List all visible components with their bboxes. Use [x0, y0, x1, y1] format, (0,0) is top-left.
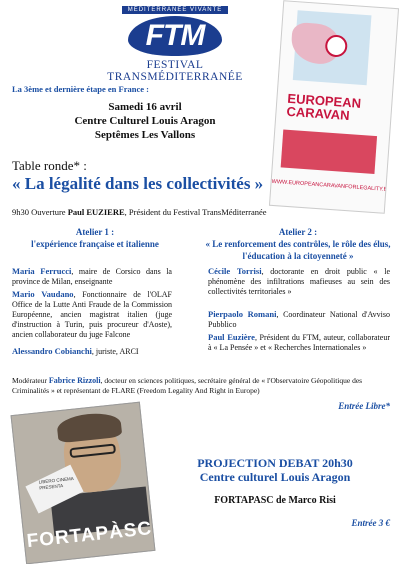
- projection-title: PROJECTION DEBAT 20h30: [197, 456, 353, 470]
- table-ronde-title: « La légalité dans les collectivités »: [12, 174, 264, 193]
- poster-url: WWW.EUROPEANCARAVANFORLEGALITY.EU: [271, 178, 392, 194]
- opening-role: , Président du Festival TransMéditerranée: [124, 207, 267, 217]
- speaker-desc: , doctorante en droit public « le phénomène des infiltrations mafieuses au sein des collectivités territoriales »: [208, 267, 390, 296]
- logo-mark: [128, 16, 222, 56]
- poster-band: [281, 130, 377, 174]
- speaker-desc: , Coordinateur National d'Avviso Pubblico: [208, 310, 391, 329]
- atelier-2-subtitle: « Le renforcement des contrôles, le rôle des élus, l'éducation à la citoyenneté »: [205, 239, 391, 261]
- atelier-1-label: Atelier 1 :: [75, 227, 115, 237]
- atelier-2-label: Atelier 2 :: [278, 227, 318, 237]
- poster-credit: LIBERO CINEMA PRESENTA: [38, 475, 74, 491]
- speaker-torrisi: [208, 266, 390, 297]
- moderator-prefix: Modérateur: [12, 376, 49, 385]
- atelier-1-subtitle: l'expérience française et italienne: [31, 239, 159, 249]
- logo-mark-text: FTM: [145, 19, 205, 52]
- event-date: Samedi 16 avril: [108, 101, 182, 113]
- moderator-line: [12, 376, 392, 396]
- speaker-desc: , Président du FTM, auteur, collaborateur à « La Pensée » et « Recherches Internationales »: [208, 333, 390, 352]
- event-town: Septêmes Les Vallons: [94, 129, 196, 141]
- projection-block: [170, 456, 380, 484]
- event-date-venue: [10, 100, 280, 142]
- poster-title: EUROPEAN CARAVAN: [286, 90, 362, 124]
- atelier-2-heading: [202, 226, 394, 262]
- speaker-name: Cécile Torrisi: [208, 266, 262, 276]
- ftm-logo: [100, 6, 250, 83]
- event-venue: Centre Culturel Louis Aragon: [74, 115, 216, 127]
- opening-name: Paul EUZIERE: [67, 207, 125, 217]
- caravan-poster-image: [269, 0, 399, 214]
- entree-libre: Entrée Libre*: [338, 401, 390, 411]
- speaker-name: Paul Euzière: [208, 332, 255, 342]
- speaker-name: Alessandro Cobianchi: [12, 346, 92, 356]
- moderator-desc: , docteur en sciences politiques, secrétaire général de « l'Observatoire Géopolitique des Criminalités » et représentant de FLARE (Freedom Legality And Right in Europe): [12, 376, 363, 395]
- speaker-vaudano: [12, 289, 172, 340]
- speaker-name: Maria Ferrucci: [12, 266, 72, 276]
- moderator-name: Fabrice Rizzoli: [48, 376, 101, 385]
- projection-film: FORTAPASC de Marco Risi: [214, 495, 336, 506]
- projection-venue: Centre culturel Louis Aragon: [199, 470, 351, 484]
- atelier-1-heading: [10, 226, 180, 250]
- logo-topline: MÉDITERRANÉE VIVANTE: [122, 6, 228, 14]
- opening-time: 9h30 Ouverture: [12, 207, 68, 217]
- speaker-ferrucci: [12, 266, 172, 287]
- speaker-euziere: [208, 332, 390, 353]
- speaker-desc: , juriste, ARCI: [91, 347, 139, 356]
- speaker-desc: , Fonctionnaire de l'OLAF Office de la Lutte Anti Fraude de la Commission Européenne, ancien magistrat italien (juge d'instruction à Turin, puis procureur d'Aoste), ancien collaborateur du juge Falcone: [12, 290, 172, 339]
- intro-text: La 3ème et dernière étape en France :: [12, 84, 149, 94]
- opening-line: [12, 207, 267, 217]
- table-ronde-label: Table ronde* :: [12, 158, 87, 173]
- poster-movie-title: FORTAPÀSC: [25, 518, 154, 553]
- speaker-desc: , maire de Corsico dans la province de Milan, enseignante: [12, 267, 172, 286]
- entree-payante: Entrée 3 €: [351, 518, 390, 528]
- speaker-name: Mario Vaudano: [12, 289, 74, 299]
- speaker-cobianchi: [12, 346, 182, 357]
- fortapasc-poster-image: [11, 402, 156, 564]
- festival-name: FESTIVAL TRANSMÉDITERRANÉE: [107, 59, 243, 83]
- speaker-name: Pierpaolo Romani: [208, 309, 277, 319]
- speaker-romani: [208, 309, 390, 330]
